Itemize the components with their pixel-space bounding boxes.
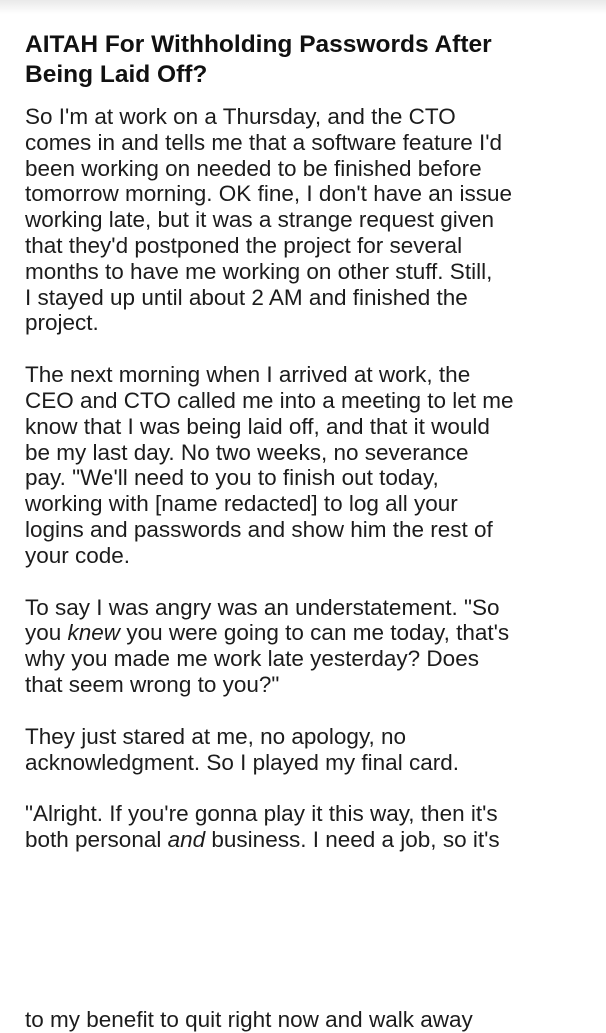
body-line: CEO and CTO called me into a meeting to let me [25,387,514,413]
partial-body-line: to my benefit to quit right now and walk away [25,1007,473,1032]
body-line: months to have me working on other stuff. Still, [25,258,493,284]
body-line: working late, but it was a strange request given [25,207,495,233]
body-line: I stayed up until about 2 AM and finished the [25,284,468,310]
body-line: "Alright. If you're gonna play it this way, then it's [25,801,498,827]
body-line: why you made me work late yesterday? Does [25,646,479,672]
emphasis-text: and [167,827,206,853]
body-line: They just stared at me, no apology, no [25,723,407,749]
body-line [25,620,590,646]
text-run: you [25,620,68,646]
body-line: project. [25,310,99,336]
body-line: know that I was being laid off, and that it would [25,413,490,439]
body-line: that seem wrong to you?" [25,671,280,697]
title-line: AITAH For Withholding Passwords After [25,31,492,58]
title-line: Being Laid Off? [25,61,208,88]
body-line: tomorrow morning. OK fine, I don't have an issue [25,181,513,207]
cut-off-line [0,1007,606,1032]
body-line: been working on needed to be finished before [25,155,482,181]
body-line: logins and passwords and show him the rest of [25,516,493,542]
body-line: The next morning when I arrived at work, the [25,362,471,388]
text-run: business. I need a job, so it's [205,827,500,853]
body-line: So I'm at work on a Thursday, and the CTO [25,104,456,129]
body-line: pay. "We'll need to you to finish out today, [25,465,439,491]
body-line: that they'd postponed the project for several [25,232,463,258]
emphasis-text: knew [67,620,121,646]
top-edge-shadow [0,0,606,14]
paragraph-1 [25,104,590,336]
body-line: working with [name redacted] to log all your [25,491,458,517]
body-line: acknowledgment. So I played my final card. [25,749,459,775]
text-run: both personal [25,827,168,853]
post-title [25,30,590,90]
text-run: you were going to can me today, that's [120,620,510,646]
paragraph-2 [25,362,590,568]
post-content [25,30,590,879]
body-line: your code. [25,542,131,568]
body-line: be my last day. No two weeks, no severance [25,439,469,465]
post-body [25,104,590,853]
paragraph-4 [25,724,590,776]
paragraph-5 [25,801,590,853]
body-line [25,827,590,853]
body-line: comes in and tells me that a software feature I'd [25,129,503,155]
paragraph-3 [25,595,590,698]
body-line: To say I was angry was an understatement. "So [25,594,500,620]
